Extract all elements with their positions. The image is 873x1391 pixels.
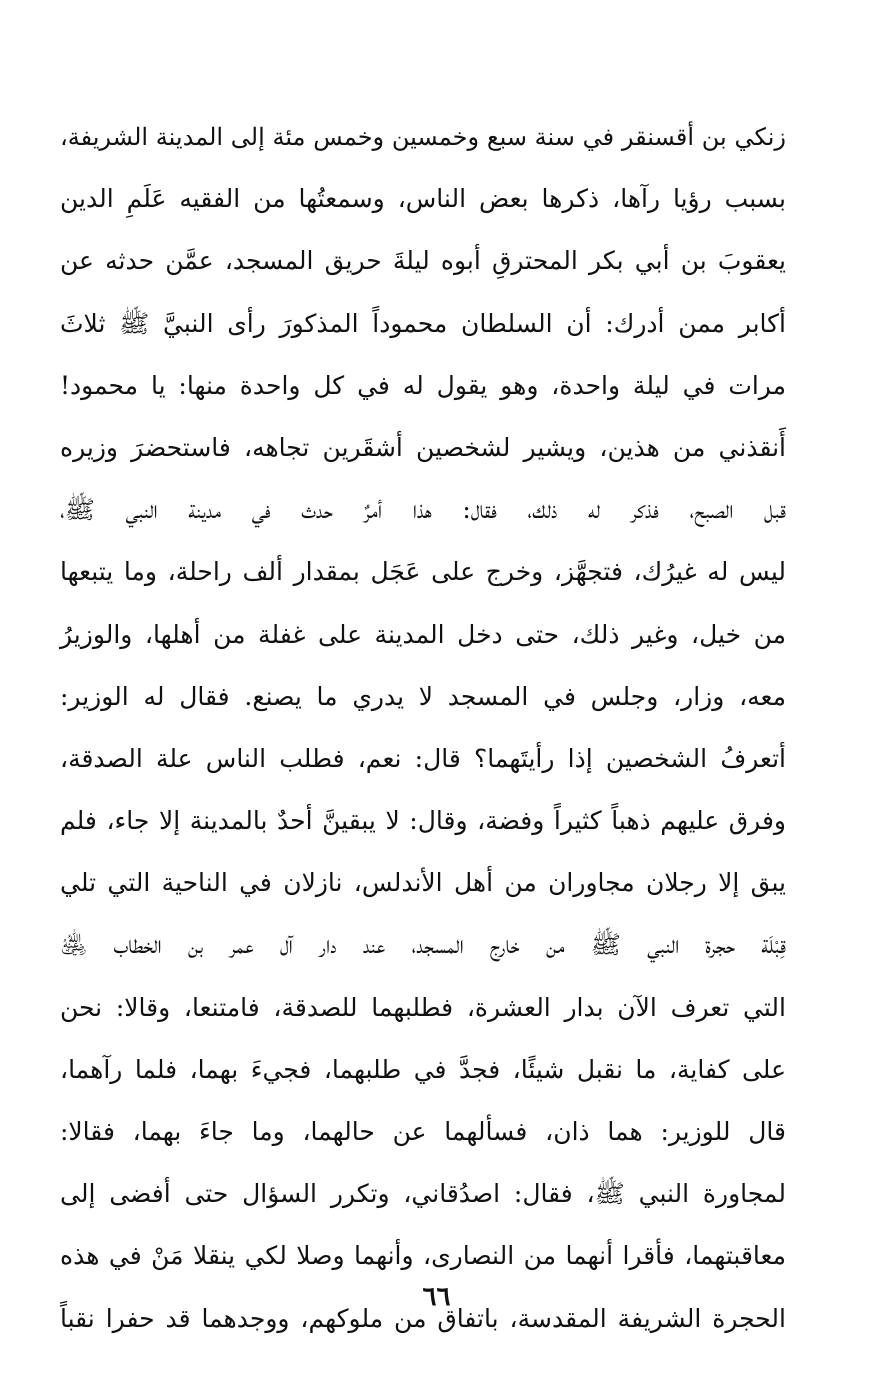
text-line: يعقوبَ بن أبي بكر المحترقِ أبوه ليلةَ حريق المسجد، عمَّن حدثه عن xyxy=(60,246,786,276)
text-line: معه، وزار، وجلس في المسجد لا يدري ما يصنع. فقال له الوزير: xyxy=(60,681,786,711)
text-line: التي تعرف الآن بدار العشرة، فطلبهما للصدقة، فامتنعا، وقالا: نحن xyxy=(60,992,786,1022)
text-line: ليس له غيرُك، فتجهَّز، وخرج على عَجَل بمقدار ألف راحلة، وما يتبعها xyxy=(60,557,786,587)
text-line: على كفاية، ما نقبل شيئًا، فجدَّ في طلبهما، فجيءَ بهما، فلما رآهما، xyxy=(60,1054,786,1084)
text-line: قِبْلَة حجرة النبي ﷺ من خارج المسجد، عند دار آل عمر بن الخطاب ﵁ xyxy=(60,930,786,960)
text-line: يبق إلا رجلان مجاوران من أهل الأندلس، نازلان في الناحية التي تلي xyxy=(60,868,786,898)
text-line: أَنقذني من هذين، ويشير لشخصين أشقَرين تجاهه، فاستحضرَ وزيره xyxy=(60,432,786,462)
text-line: أتعرفُ الشخصين إذا رأيتَهما؟ قال: نعم، فطلب الناس علة الصدقة، xyxy=(60,743,786,773)
text-line: الحجرة الشريفة المقدسة، باتفاق من ملوكهم، ووجدهما قد حفرا نقباً xyxy=(60,1303,786,1333)
text-line: بسبب رؤيا رآها، ذكرها بعض الناس، وسمعتُها من الفقيه عَلَمِ الدين xyxy=(60,184,786,214)
text-line: معاقبتهما، فأقرا أنهما من النصارى، وأنهما وصلا لكي ينقلا مَنْ في هذه xyxy=(60,1241,786,1271)
body-text xyxy=(60,108,786,1352)
text-line: من خيل، وغير ذلك، حتى دخل المدينة على غفلة من أهلها، والوزيرُ xyxy=(60,619,786,649)
text-line: زنكي بن أقسنقر في سنة سبع وخمسين وخمس مئة إلى المدينة الشريفة، xyxy=(60,123,786,151)
text-line: قبل الصبح، فذكر له ذلك، فقال: هذا أمرٌ حدث في مدينة النبي ﷺ، xyxy=(60,495,786,525)
text-line: أكابر ممن أدرك: أن السلطان محموداً المذكورَ رأى النبيَّ ﷺ ثلاثَ xyxy=(60,308,786,338)
text-line: مرات في ليلة واحدة، وهو يقول له في كل واحدة منها: يا محمود! xyxy=(60,370,786,400)
text-line: وفرق عليهم ذهباً كثيراً وفضة، وقال: لا يبقينَّ أحدٌ بالمدينة إلا جاء، فلم xyxy=(60,806,786,836)
text-line: قال للوزير: هما ذان، فسألهما عن حالهما، وما جاءَ بهما، فقالا: xyxy=(60,1117,786,1146)
page-number: ٦٦ xyxy=(422,1282,451,1312)
text-line: لمجاورة النبي ﷺ، فقال: اصدُقاني، وتكرر السؤال حتى أفضى إلى xyxy=(60,1179,786,1209)
